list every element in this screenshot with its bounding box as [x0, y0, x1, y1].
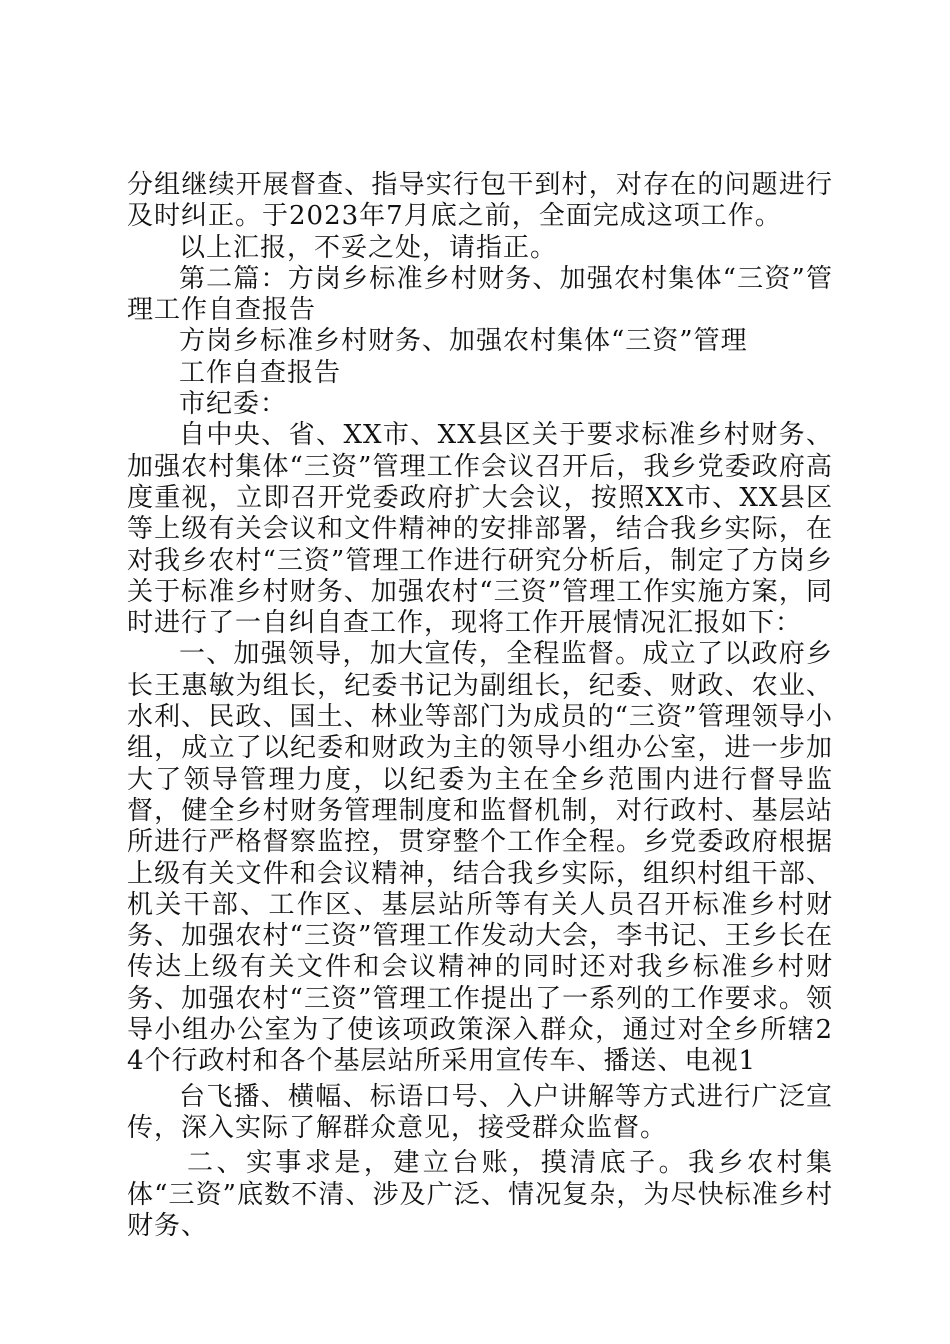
paragraph-closing-remark: 以上汇报，不妥之处，请指正。	[179, 232, 558, 263]
paragraph-section-one-continued: 台飞播、横幅、标语口号、入户讲解等方式进行广泛宣传，深入实际了解群众意见，接受群众监督。	[127, 1081, 833, 1143]
document-body	[127, 170, 833, 1242]
paragraph-continuation: 分组继续开展督查、指导实行包干到村，对存在的问题进行及时纠正。于2023年7月底之前，全面完成这项工作。	[127, 170, 833, 232]
report-addressee: 市纪委：	[179, 389, 288, 420]
paragraph-introduction: 自中央、省、XX市、XX县区关于要求标准乡村财务、加强农村集体“三资”管理工作会议召开后，我乡党委政府高度重视，立即召开党委政府扩大会议，按照XX市、XX县区等上级有关会议和文件精神的安排部署，结合我乡实际，在对我乡农村“三资”管理工作进行研究分析后，制定了方岗乡关于标准乡村财务、加强农村“三资”管理工作实施方案，同时进行了一自纠自查工作，现将工作开展情况汇报如下：	[127, 420, 833, 639]
report-title-line-1: 方岗乡标准乡村财务、加强农村集体“三资”管理	[179, 326, 748, 357]
paragraph-section-one: 一、加强领导，加大宣传，全程监督。成立了以政府乡长王惠敏为组长，纪委书记为副组长，纪委、财政、农业、水利、民政、国土、林业等部门为成员的“三资”管理领导小组，成立了以纪委和财政为主的领导小组办公室，进一步加大了领导管理力度，以纪委为主在全乡范围内进行督导监督，健全乡村财务管理制度和监督机制，对行政村、基层站所进行严格督察监控，贯穿整个工作全程。乡党委政府根据上级有关文件和会议精神，结合我乡实际，组织村组干部、机关干部、工作区、基层站所等有关人员召开标准乡村财务、加强农村“三资”管理工作发动大会，李书记、王乡长在传达上级有关文件和会议精神的同时还对我乡标准乡村财务、加强农村“三资”管理工作提出了一系列的工作要求。领导小组办公室为了使该项政策深入群众，通过对全乡所辖24个行政村和各个基层站所采用宣传车、播送、电视1	[127, 639, 833, 1077]
paragraph-section-title: 第二篇：方岗乡标准乡村财务、加强农村集体“三资”管理工作自查报告	[127, 263, 833, 326]
paragraph-section-two: 二、实事求是，建立台账，摸清底子。我乡农村集体“三资”底数不清、涉及广泛、情况复杂，为尽快标准乡村财务、	[127, 1148, 833, 1241]
report-title-line-2: 工作自查报告	[179, 357, 342, 388]
